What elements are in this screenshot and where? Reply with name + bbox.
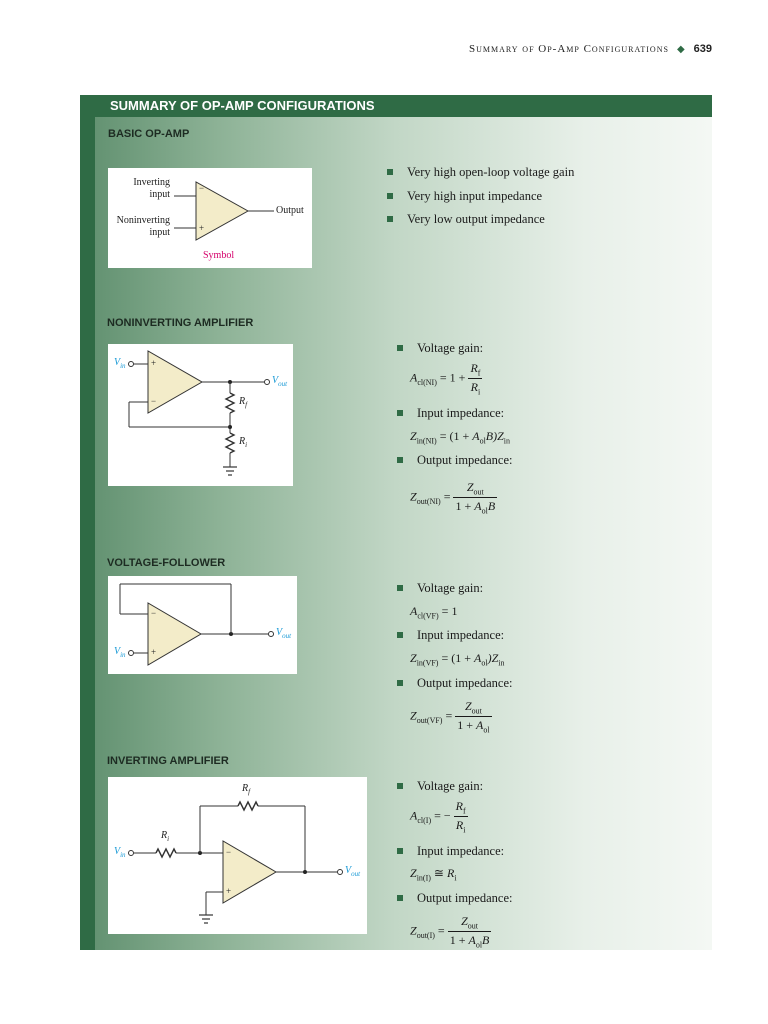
minus-sign: − [151, 608, 157, 618]
bullet-item: Voltage gain: [395, 340, 483, 364]
minus-sign: − [199, 183, 205, 193]
bullets-noninverting-amplifier-2 [395, 405, 504, 429]
bullet-item: Very high open-loop voltage gain [385, 164, 574, 188]
heading-voltage-follower: VOLTAGE-FOLLOWER [107, 557, 226, 569]
minus-sign: − [226, 847, 232, 857]
running-head [469, 43, 712, 55]
equation-zout-noninverting: $Z_{out(NI)}$ = $\frac{Z_{out}}{1 + A_{ol}B}$ [410, 480, 496, 516]
plus-sign: + [199, 223, 205, 233]
bullets-inverting-amplifier-3 [395, 890, 512, 914]
panel-left-bar [80, 95, 95, 950]
minus-sign: − [151, 396, 157, 406]
label-ri: $R_i$ [239, 436, 248, 449]
equation-zin-inverting: $Z_{in(I)}$ ≅ $R_i$ [410, 866, 457, 883]
label-ri: $R_i$ [161, 830, 170, 843]
heading-inverting-amplifier: INVERTING AMPLIFIER [107, 755, 229, 767]
label-v-in: $V_{in}$ [114, 646, 126, 659]
label-v-in: $V_{in}$ [114, 357, 126, 370]
label-v-out: $V_{out}$ [345, 865, 361, 878]
bullet-item: Input impedance: [395, 627, 504, 651]
label-rf: $R_f$ [242, 783, 251, 796]
bullets-noninverting-amplifier-3 [395, 452, 512, 476]
bullet-item: Input impedance: [395, 405, 504, 429]
noninverting-circuit-diagram [108, 344, 293, 486]
bullets-voltage-follower-3 [395, 675, 512, 699]
bullet-item: Voltage gain: [395, 580, 483, 604]
heading-basic-op-amp: BASIC OP-AMP [108, 128, 190, 140]
equation-gain-follower: $A_{cl(VF)} = 1$ [410, 604, 458, 621]
bullet-item: Output impedance: [395, 890, 512, 914]
equation-zout-follower: $Z_{out(VF)}$ = $\frac{Z_{out}}{1 + A_{ol}}$ [410, 699, 490, 735]
figure-noninverting-amplifier [108, 344, 293, 486]
bullets-inverting-amplifier-2 [395, 843, 504, 867]
diamond-icon: ◆ [676, 44, 686, 55]
bullet-item: Output impedance: [395, 452, 512, 476]
plus-sign: + [226, 886, 232, 896]
summary-panel [80, 95, 712, 950]
label-v-out: $V_{out}$ [272, 375, 288, 388]
label-noninverting-input-2: input [149, 227, 170, 238]
label-noninverting-input-1: Noninverting [116, 215, 170, 226]
voltage-follower-circuit-diagram [108, 576, 297, 674]
panel-title: SUMMARY OF OP-AMP CONFIGURATIONS [80, 95, 712, 117]
bullet-item: Very high input impedance [385, 188, 574, 212]
label-rf: $R_f$ [239, 396, 248, 409]
heading-noninverting-amplifier: NONINVERTING AMPLIFIER [107, 317, 254, 329]
figure-basic-op-amp [108, 168, 312, 268]
bullet-item: Very low output impedance [385, 211, 574, 235]
equation-zin-noninverting: $Z_{in(NI)} = (1 + A_{ol}B)Z_{in}$ [410, 429, 511, 446]
label-output: Output [276, 205, 304, 216]
equation-zin-follower: $Z_{in(VF)} = (1 + A_{ol})Z_{in}$ [410, 651, 505, 668]
equation-gain-inverting: $A_{cl(I)}$ = − $\frac{R_f}{R_i}$ [410, 799, 466, 835]
label-inverting-input-1: Inverting [133, 177, 170, 188]
bullets-voltage-follower [395, 580, 483, 604]
bullets-inverting-amplifier [395, 778, 483, 802]
bullets-noninverting-amplifier [395, 340, 483, 364]
plus-sign: + [151, 647, 157, 657]
plus-sign: + [151, 358, 157, 368]
label-inverting-input-2: input [149, 189, 170, 200]
bullet-item: Input impedance: [395, 843, 504, 867]
bullets-basic-op-amp [385, 164, 574, 235]
bullets-voltage-follower-2 [395, 627, 504, 651]
equation-gain-noninverting: $A_{cl(NI)} = 1$ + $\frac{R_f}{R_i}$ [410, 361, 481, 397]
running-head-title: Summary of Op-Amp Configurations [468, 43, 669, 55]
label-v-out: $V_{out}$ [276, 627, 292, 640]
inverting-circuit-diagram [108, 777, 367, 934]
figure-inverting-amplifier [108, 777, 367, 934]
label-v-in: $V_{in}$ [114, 846, 126, 859]
page-number: 639 [693, 43, 712, 55]
bullet-item: Voltage gain: [395, 778, 483, 802]
symbol-caption: Symbol [203, 250, 235, 261]
bullet-item: Output impedance: [395, 675, 512, 699]
figure-voltage-follower [108, 576, 297, 674]
equation-zout-inverting: $Z_{out(I)}$ = $\frac{Z_{out}}{1 + A_{ol}B}$ [410, 914, 490, 950]
